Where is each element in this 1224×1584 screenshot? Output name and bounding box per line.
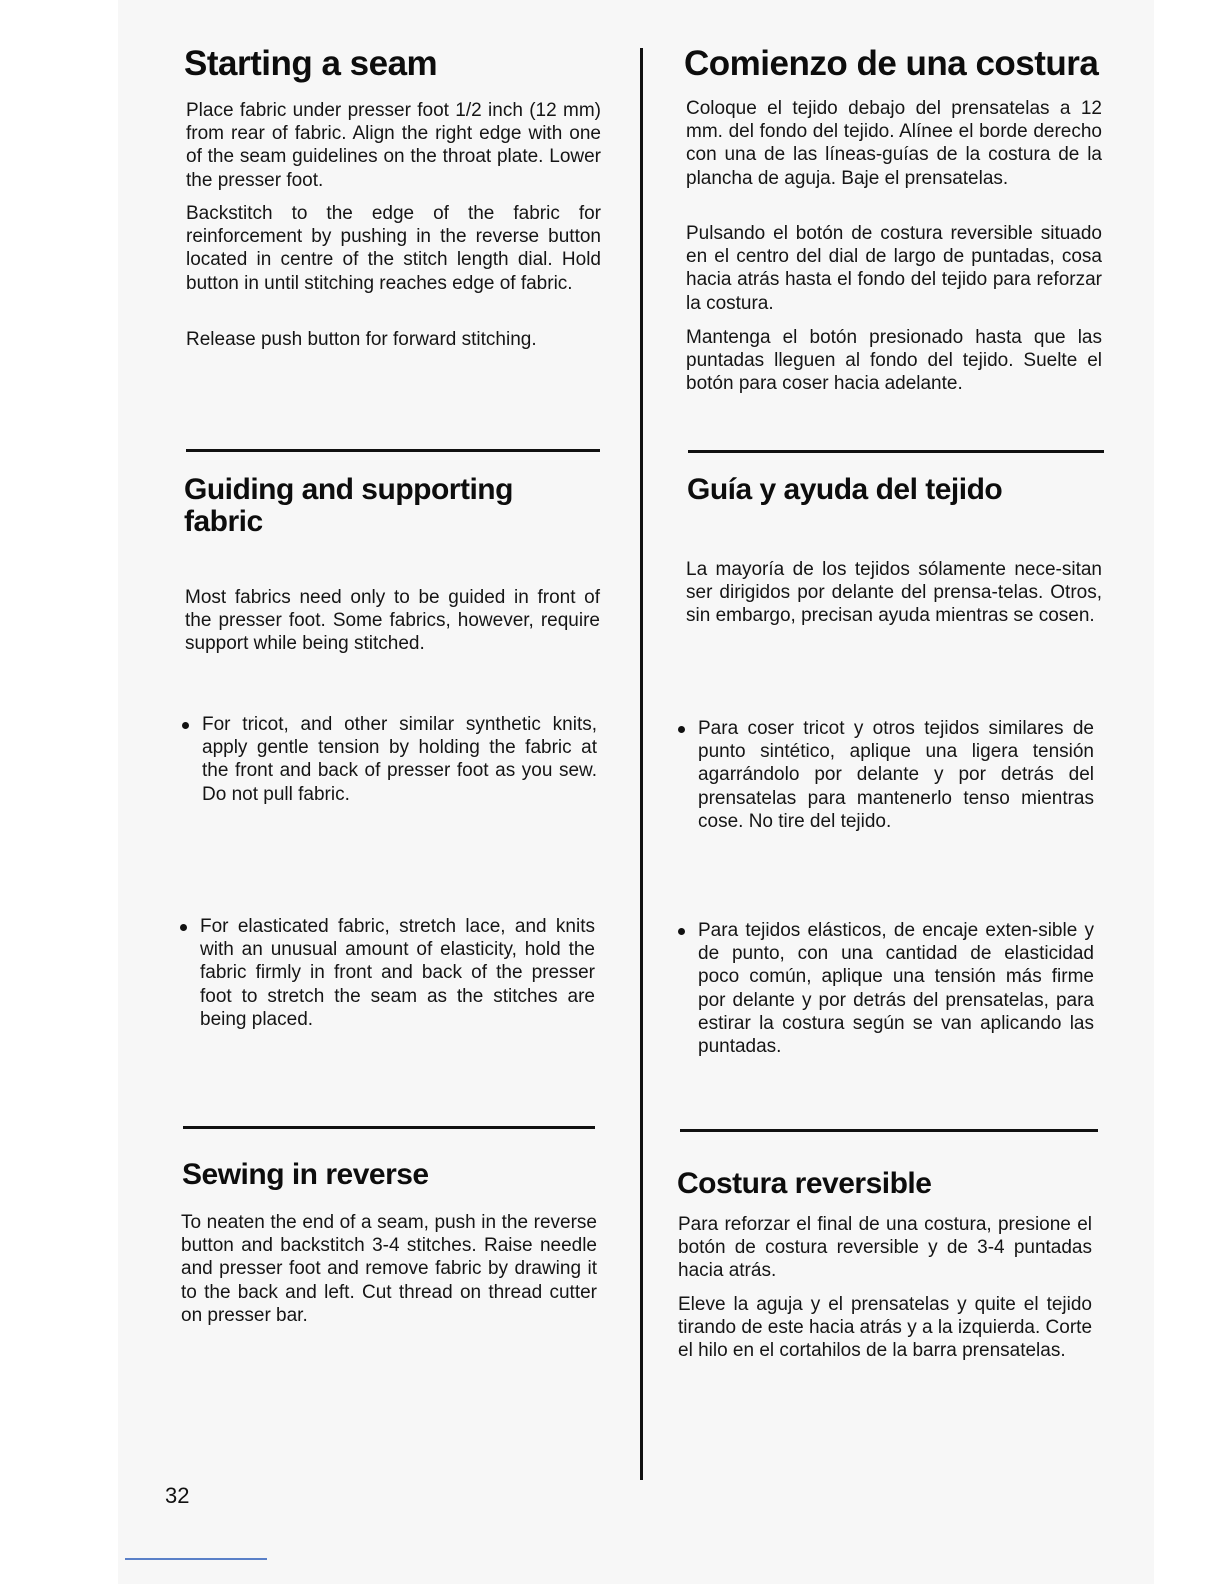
section-divider — [680, 1129, 1098, 1132]
guiding-bullet-1 — [182, 713, 597, 806]
heading-comienzo-de-una-costura: Comienzo de una costura — [684, 44, 1099, 83]
guia-bullet-2 — [678, 919, 1094, 1058]
section-divider — [186, 449, 600, 452]
comienzo-paragraph-2: Pulsando el botón de costura reversible situado en el centro del dial de largo de puntadas, cosa hacia atrás hasta el fondo del tejido para reforzar la costura. — [686, 223, 1102, 314]
reversible-paragraph-1: Para reforzar el final de una costura, presione el botón de costura reversible y de 3-4 puntadas hacia atrás. — [678, 1214, 1092, 1282]
guiding-bullet-2-text: For elasticated fabric, stretch lace, and knits with an unusual amount of elasticity, hold the fabric firmly in front and back of the presser foot to stretch the seam as the stitches are being placed. — [200, 916, 595, 1030]
heading-guia-y-ayuda: Guía y ayuda del tejido — [687, 473, 1003, 506]
section-divider — [688, 450, 1104, 453]
guia-bullet-1-text: Para coser tricot y otros tejidos similares de punto sintético, aplique una ligera tensión agarrándolo por delante y por detrás del prensatelas para mantenerlo tenso mientras cose. No tire del tejido. — [698, 718, 1094, 832]
starting-paragraph-2: Backstitch to the edge of the fabric for reinforcement by pushing in the reverse button located in centre of the stitch length dial. Hold button in until stitching reaches edge of fabric. — [186, 203, 601, 294]
heading-sewing-in-reverse: Sewing in reverse — [182, 1158, 429, 1191]
bullet-icon — [678, 726, 685, 733]
guiding-paragraph-1: Most fabrics need only to be guided in front of the presser foot. Some fabrics, however, require support while being stitched. — [185, 587, 600, 655]
page-number: 32 — [165, 1483, 190, 1508]
guiding-bullet-2 — [180, 915, 595, 1031]
starting-paragraph-1: Place fabric under presser foot 1/2 inch (12 mm) from rear of fabric. Align the right edge with one of the seam guidelines on the throat plate. Lower the presser foot. — [186, 100, 601, 191]
heading-guiding-line-1: Guiding and supporting — [184, 473, 513, 506]
comienzo-paragraph-1: Coloque el tejido debajo del prensatelas a 12 mm. del fondo del tejido. Alínee el borde derecho con una de las líneas-guías de la costura de la plancha de aguja. Baje el prensatelas. — [686, 98, 1102, 189]
comienzo-paragraph-3: Mantenga el botón presionado hasta que las puntadas lleguen al fondo del tejido. Suelte el botón para coser hacia adelante. — [686, 327, 1102, 395]
bullet-icon — [180, 924, 187, 931]
column-divider — [640, 48, 643, 1480]
heading-guiding-fabric — [184, 474, 513, 538]
heading-guiding-line-2: fabric — [184, 505, 263, 538]
guia-bullet-2-text: Para tejidos elásticos, de encaje exten-sible y de punto, con una cantidad de elasticidad poco común, aplique una tensión más firme por delante y por detrás del prensatelas, para estirar la costura según se van aplicando las puntadas. — [698, 920, 1094, 1058]
reversible-paragraph-2: Eleve la aguja y el prensatelas y quite el tejido tirando de este hacia atrás y a la izquierda. Corte el hilo en el cortahilos de la barra prensatelas. — [678, 1294, 1093, 1362]
bullet-icon — [678, 928, 685, 935]
heading-starting-a-seam: Starting a seam — [184, 44, 438, 83]
reverse-paragraph-1: To neaten the end of a seam, push in the reverse button and backstitch 3-4 stitches. Raise needle and presser foot and remove fabric by drawing it to the back and left. Cut thread on thread cutter on presser bar. — [181, 1212, 597, 1326]
scan-edge-mark — [125, 1558, 267, 1560]
bullet-icon — [182, 722, 189, 729]
section-divider — [183, 1126, 595, 1129]
guia-bullet-1 — [678, 717, 1094, 833]
guiding-bullet-1-text: For tricot, and other similar synthetic knits, apply gentle tension by holding the fabric at the front and back of presser foot as you sew. Do not pull fabric. — [202, 714, 597, 805]
starting-paragraph-3: Release push button for forward stitching. — [186, 329, 537, 350]
guia-paragraph-1: La mayoría de los tejidos sólamente nece-sitan ser dirigidos por delante del prensa-telas. Otros, sin embargo, precisan ayuda mientras se cosen. — [686, 559, 1102, 627]
heading-costura-reversible: Costura reversible — [677, 1167, 932, 1200]
